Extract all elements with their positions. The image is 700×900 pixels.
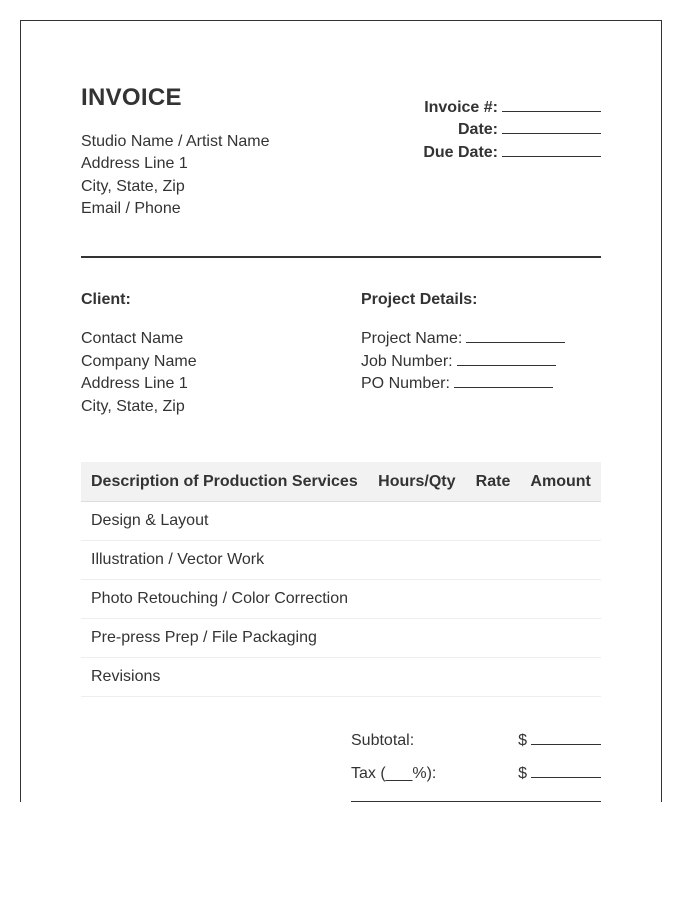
rate-cell (466, 658, 521, 697)
job-number-label: Job Number: (361, 352, 453, 370)
due-date-label: Due Date: (423, 143, 498, 161)
invoice-meta (423, 97, 601, 164)
client-line: Company Name (81, 352, 197, 370)
tax-label: Tax (___%): (351, 765, 437, 782)
hours-cell (368, 658, 465, 697)
company-line: Email / Phone (81, 200, 181, 218)
company-line: Address Line 1 (81, 155, 188, 173)
table-row (81, 502, 601, 541)
invoice-number-blank (502, 97, 601, 112)
hours-cell (368, 541, 465, 580)
tax-value (518, 760, 601, 788)
column-header-amount: Amount (520, 462, 601, 502)
header-divider (81, 256, 601, 258)
table-row (81, 580, 601, 619)
table-row (81, 619, 601, 658)
table-header-row (81, 462, 601, 502)
company-line: Studio Name / Artist Name (81, 133, 270, 150)
currency-symbol: $ (518, 732, 527, 749)
job-number-blank (457, 351, 556, 366)
job-number-field (361, 351, 565, 373)
company-info (81, 131, 270, 221)
client-line: Address Line 1 (81, 375, 188, 393)
tax-row (351, 760, 601, 793)
service-description: Design & Layout (81, 502, 368, 541)
amount-cell (520, 658, 601, 697)
project-name-blank (466, 328, 565, 343)
totals-section (351, 727, 601, 793)
subtotal-row (351, 727, 601, 760)
service-description: Photo Retouching / Color Correction (81, 580, 368, 619)
project-name-field (361, 328, 565, 350)
column-header-hours: Hours/Qty (368, 462, 465, 502)
client-line: Contact Name (81, 330, 184, 348)
due-date-blank (502, 142, 601, 157)
rate-cell (466, 502, 521, 541)
amount-cell (520, 502, 601, 541)
project-heading: Project Details: (361, 291, 478, 308)
client-section (81, 289, 197, 418)
amount-cell (520, 580, 601, 619)
subtotal-blank (531, 730, 601, 745)
hours-cell (368, 619, 465, 658)
rate-cell (466, 580, 521, 619)
subtotal-value (518, 727, 601, 755)
po-number-label: PO Number: (361, 375, 450, 393)
po-number-blank (454, 373, 553, 388)
subtotal-label: Subtotal: (351, 732, 415, 749)
column-header-description: Description of Production Services (81, 462, 368, 502)
hours-cell (368, 580, 465, 619)
client-line: City, State, Zip (81, 397, 185, 415)
date-label: Date: (457, 121, 498, 139)
project-name-label: Project Name: (361, 330, 463, 348)
services-table (81, 462, 601, 697)
totals-divider (351, 801, 601, 802)
service-description: Revisions (81, 658, 368, 697)
hours-cell (368, 502, 465, 541)
due-date-field (423, 142, 601, 164)
service-description: Illustration / Vector Work (81, 541, 368, 580)
table-row (81, 658, 601, 697)
invoice-page (20, 20, 662, 802)
invoice-number-field (423, 97, 601, 119)
po-number-field (361, 373, 565, 395)
client-heading: Client: (81, 291, 131, 308)
rate-cell (466, 619, 521, 658)
project-section (361, 289, 565, 396)
tax-blank (531, 763, 601, 778)
currency-symbol: $ (518, 765, 527, 782)
invoice-number-label: Invoice #: (424, 99, 498, 116)
date-field (423, 119, 601, 141)
column-header-rate: Rate (466, 462, 521, 502)
amount-cell (520, 541, 601, 580)
date-blank (502, 119, 601, 134)
company-line: City, State, Zip (81, 177, 185, 195)
service-description: Pre-press Prep / File Packaging (81, 619, 368, 658)
invoice-title: INVOICE (81, 84, 182, 111)
table-row (81, 541, 601, 580)
amount-cell (520, 619, 601, 658)
rate-cell (466, 541, 521, 580)
